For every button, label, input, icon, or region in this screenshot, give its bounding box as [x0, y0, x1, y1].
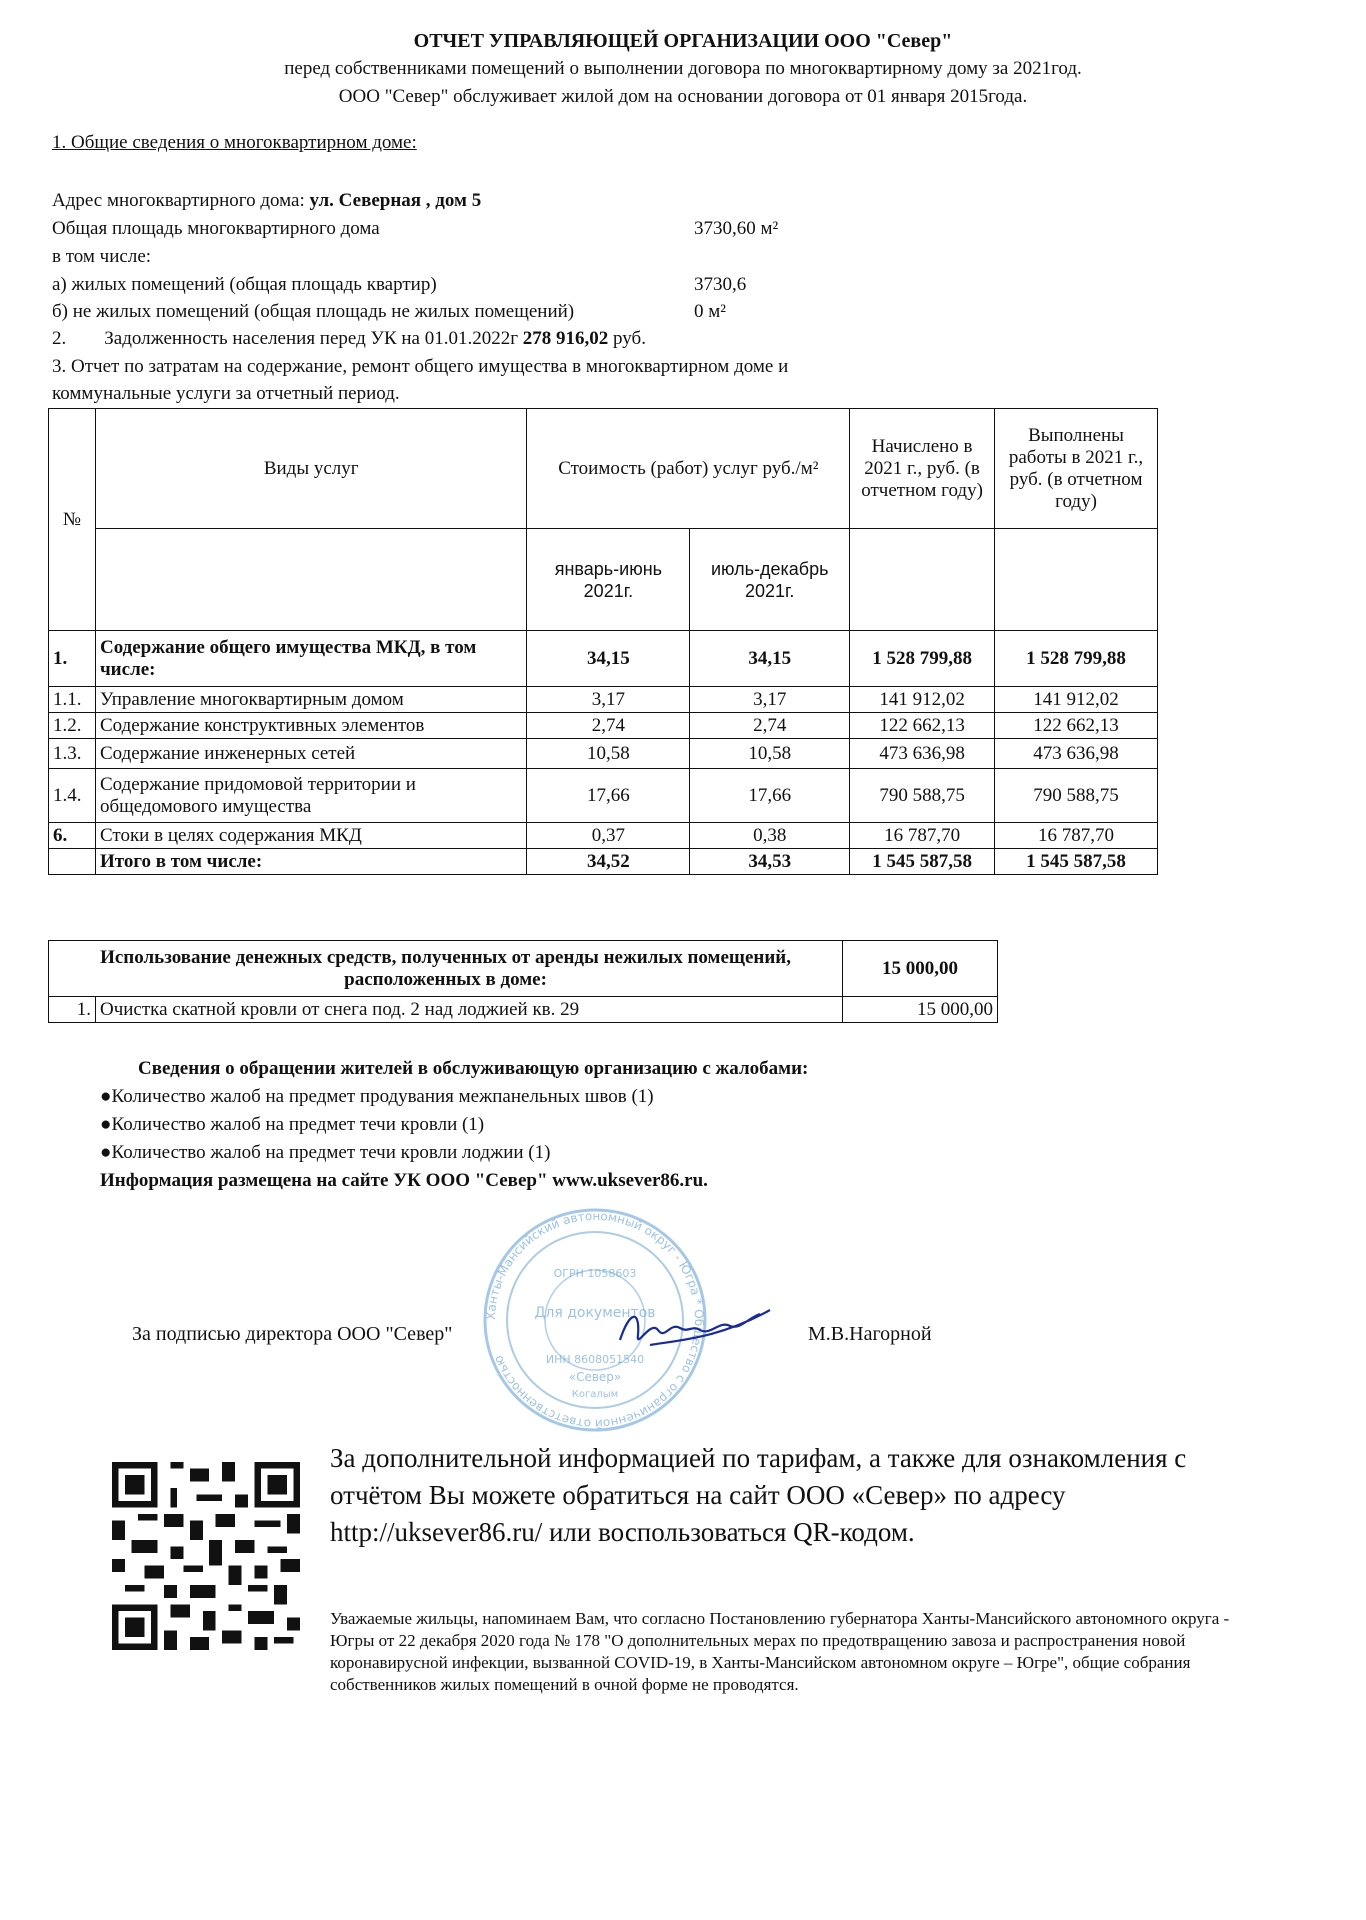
row-period2: 34,15: [690, 631, 850, 687]
table-total-row: [49, 849, 1158, 875]
table-row: [49, 687, 1158, 713]
rent-row-value: 15 000,00: [843, 997, 998, 1023]
row-charged: 16 787,70: [850, 823, 995, 849]
report-title: ОТЧЕТ УПРАВЛЯЮЩЕЙ ОРГАНИЗАЦИИ ООО "Север": [413, 30, 953, 52]
row-num: 6.: [49, 823, 96, 849]
row-period1: 17,66: [527, 769, 690, 823]
stamp-inn: ИНН 8608051540: [545, 1353, 645, 1366]
services-table: [48, 408, 1158, 875]
director-signature-icon: [610, 1300, 780, 1360]
qr-code-icon: [112, 1462, 300, 1650]
debt-label: Задолженность населения перед УК на 01.01.2022г: [104, 328, 523, 349]
table-header-row: [49, 409, 1158, 529]
row-done: 1 545 587,58: [995, 849, 1158, 875]
rent-header-row: [49, 941, 998, 997]
residential-label: а) жилых помещений (общая площадь квартир): [52, 274, 437, 295]
including-label: в том числе:: [52, 246, 152, 267]
rent-total: 15 000,00: [843, 941, 998, 997]
row-num: 1.3.: [49, 739, 96, 769]
header-cost: Стоимость (работ) услуг руб./м²: [527, 409, 850, 529]
row-period2: 17,66: [690, 769, 850, 823]
header-charged: Начислено в 2021 г., руб. (в отчетном году): [850, 409, 995, 529]
address-line: [52, 190, 481, 212]
stamp-name: «Север»: [568, 1370, 622, 1384]
row-done: 122 662,13: [995, 713, 1158, 739]
contract-line: ООО "Север" обслуживает жилой дом на основании договора от 01 января 2015года.: [338, 86, 1028, 107]
row-charged: 122 662,13: [850, 713, 995, 739]
stamp-city: Когалым: [571, 1389, 619, 1400]
subheader-empty-done: [995, 529, 1158, 631]
table-row: [49, 739, 1158, 769]
row-done: 16 787,70: [995, 823, 1158, 849]
signature-label: За подписью директора ООО "Север": [132, 1323, 453, 1345]
header-done: Выполнены работы в 2021 г., руб. (в отчетном году): [995, 409, 1158, 529]
row-name: Стоки в целях содержания МКД: [95, 823, 527, 849]
header-period2: июль-декабрь 2021г.: [690, 529, 850, 631]
stamp-ring-text: Ханты-Мансийский автономный округ - Югра * Общество с ограниченной ответственностью: [483, 1208, 707, 1432]
row-done: 1 528 799,88: [995, 631, 1158, 687]
complaint-item: ●Количество жалоб на предмет течи кровли (1): [100, 1114, 485, 1135]
address-value: ул. Северная , дом 5: [309, 190, 482, 211]
row-done: 790 588,75: [995, 769, 1158, 823]
header-services: Виды услуг: [95, 409, 527, 529]
rent-table: [48, 940, 998, 1023]
nonresidential-value: 0 м²: [694, 301, 726, 322]
row-name: Содержание конструктивных элементов: [95, 713, 527, 739]
row-num: 1.4.: [49, 769, 96, 823]
subheader-empty: [95, 529, 527, 631]
row-period1: 10,58: [527, 739, 690, 769]
additional-info: За дополнительной информацией по тарифам, а также для ознакомления с отчётом Вы можете обратиться на сайт ООО «Север» по адресу http://uksever86.ru/ или воспользоваться QR-кодом.: [330, 1443, 1187, 1547]
rent-heading: Использование денежных средств, полученных от аренды нежилых помещений, расположенных в доме:: [49, 941, 843, 997]
rent-row-name: Очистка скатной кровли от снега под. 2 над лоджией кв. 29: [95, 997, 842, 1023]
total-area-value: 3730,60 м²: [694, 218, 779, 239]
row-charged: 141 912,02: [850, 687, 995, 713]
row-charged: 1 528 799,88: [850, 631, 995, 687]
complaints-heading: Сведения о обращении жителей в обслуживающую организацию с жалобами:: [138, 1058, 809, 1079]
row-charged: 1 545 587,58: [850, 849, 995, 875]
table-row: [49, 769, 1158, 823]
covid-notice: Уважаемые жильцы, напоминаем Вам, что согласно Постановлению губернатора Ханты-Мансийского автономного округа - Югры от 22 декабря 2020 года № 178 "О дополнительных мерах по предотвращению завоза и распространения новой коронавирусной инфекции, вызванной COVID-19, в Ханты-Мансийском автономном округе – Югре", общие собрания собственников жилых помещений в очной форме не проводятся.: [330, 1609, 1230, 1694]
row-name: Содержание общего имущества МКД, в том числе:: [95, 631, 527, 687]
debt-line: [52, 328, 646, 350]
table-row: [49, 713, 1158, 739]
row-name: Управление многоквартирным домом: [95, 687, 527, 713]
row-period2: 3,17: [690, 687, 850, 713]
header-period1: январь-июнь 2021г.: [527, 529, 690, 631]
residential-value: 3730,6: [694, 274, 747, 295]
row-name: Содержание придомовой территории и общедомового имущества: [95, 769, 527, 823]
row-charged: 473 636,98: [850, 739, 995, 769]
row-name: Содержание инженерных сетей: [95, 739, 527, 769]
subheader-empty-charged: [850, 529, 995, 631]
row-num: 1.2.: [49, 713, 96, 739]
row-period1: 34,15: [527, 631, 690, 687]
table-row: [49, 823, 1158, 849]
row-period1: 34,52: [527, 849, 690, 875]
section1-heading: 1. Общие сведения о многоквартирном доме:: [52, 132, 417, 153]
row-period1: 3,17: [527, 687, 690, 713]
row-period2: 34,53: [690, 849, 850, 875]
row-num: 1.1.: [49, 687, 96, 713]
row-num: [49, 849, 96, 875]
director-name: М.В.Нагорной: [808, 1323, 932, 1345]
row-period2: 10,58: [690, 739, 850, 769]
rent-row: [49, 997, 998, 1023]
section3-line2: коммунальные услуги за отчетный период.: [52, 383, 400, 404]
row-period1: 2,74: [527, 713, 690, 739]
row-period1: 0,37: [527, 823, 690, 849]
stamp-ogrn: ОГРН 1058603: [553, 1267, 637, 1280]
site-info: Информация размещена на сайте УК ООО "Север" www.uksever86.ru.: [100, 1170, 708, 1191]
table-row: [49, 631, 1158, 687]
stamp-center: Для документов: [534, 1305, 656, 1321]
address-label: Адрес многоквартирного дома:: [52, 190, 310, 211]
debt-unit: руб.: [608, 328, 646, 349]
debt-value: 278 916,02: [522, 328, 609, 349]
row-charged: 790 588,75: [850, 769, 995, 823]
total-area-label: Общая площадь многоквартирного дома: [52, 218, 380, 239]
complaint-item: ●Количество жалоб на предмет продувания межпанельных швов (1): [100, 1086, 654, 1107]
complaint-item: ●Количество жалоб на предмет течи кровли лоджии (1): [100, 1142, 551, 1163]
row-done: 141 912,02: [995, 687, 1158, 713]
row-period2: 0,38: [690, 823, 850, 849]
row-period2: 2,74: [690, 713, 850, 739]
table-subheader-row: [49, 529, 1158, 631]
section3-line1: 3. Отчет по затратам на содержание, ремонт общего имущества в многоквартирном доме и: [52, 356, 789, 377]
header-num: №: [49, 409, 96, 631]
row-name: Итого в том числе:: [95, 849, 527, 875]
row-num: 1.: [49, 631, 96, 687]
nonresidential-label: б) не жилых помещений (общая площадь не жилых помещений): [52, 301, 575, 322]
report-subtitle: перед собственниками помещений о выполнении договора по многоквартирному дому за 2021год.: [284, 58, 1082, 79]
rent-row-num: 1.: [49, 997, 96, 1023]
row-done: 473 636,98: [995, 739, 1158, 769]
debt-num: 2.: [52, 328, 67, 349]
